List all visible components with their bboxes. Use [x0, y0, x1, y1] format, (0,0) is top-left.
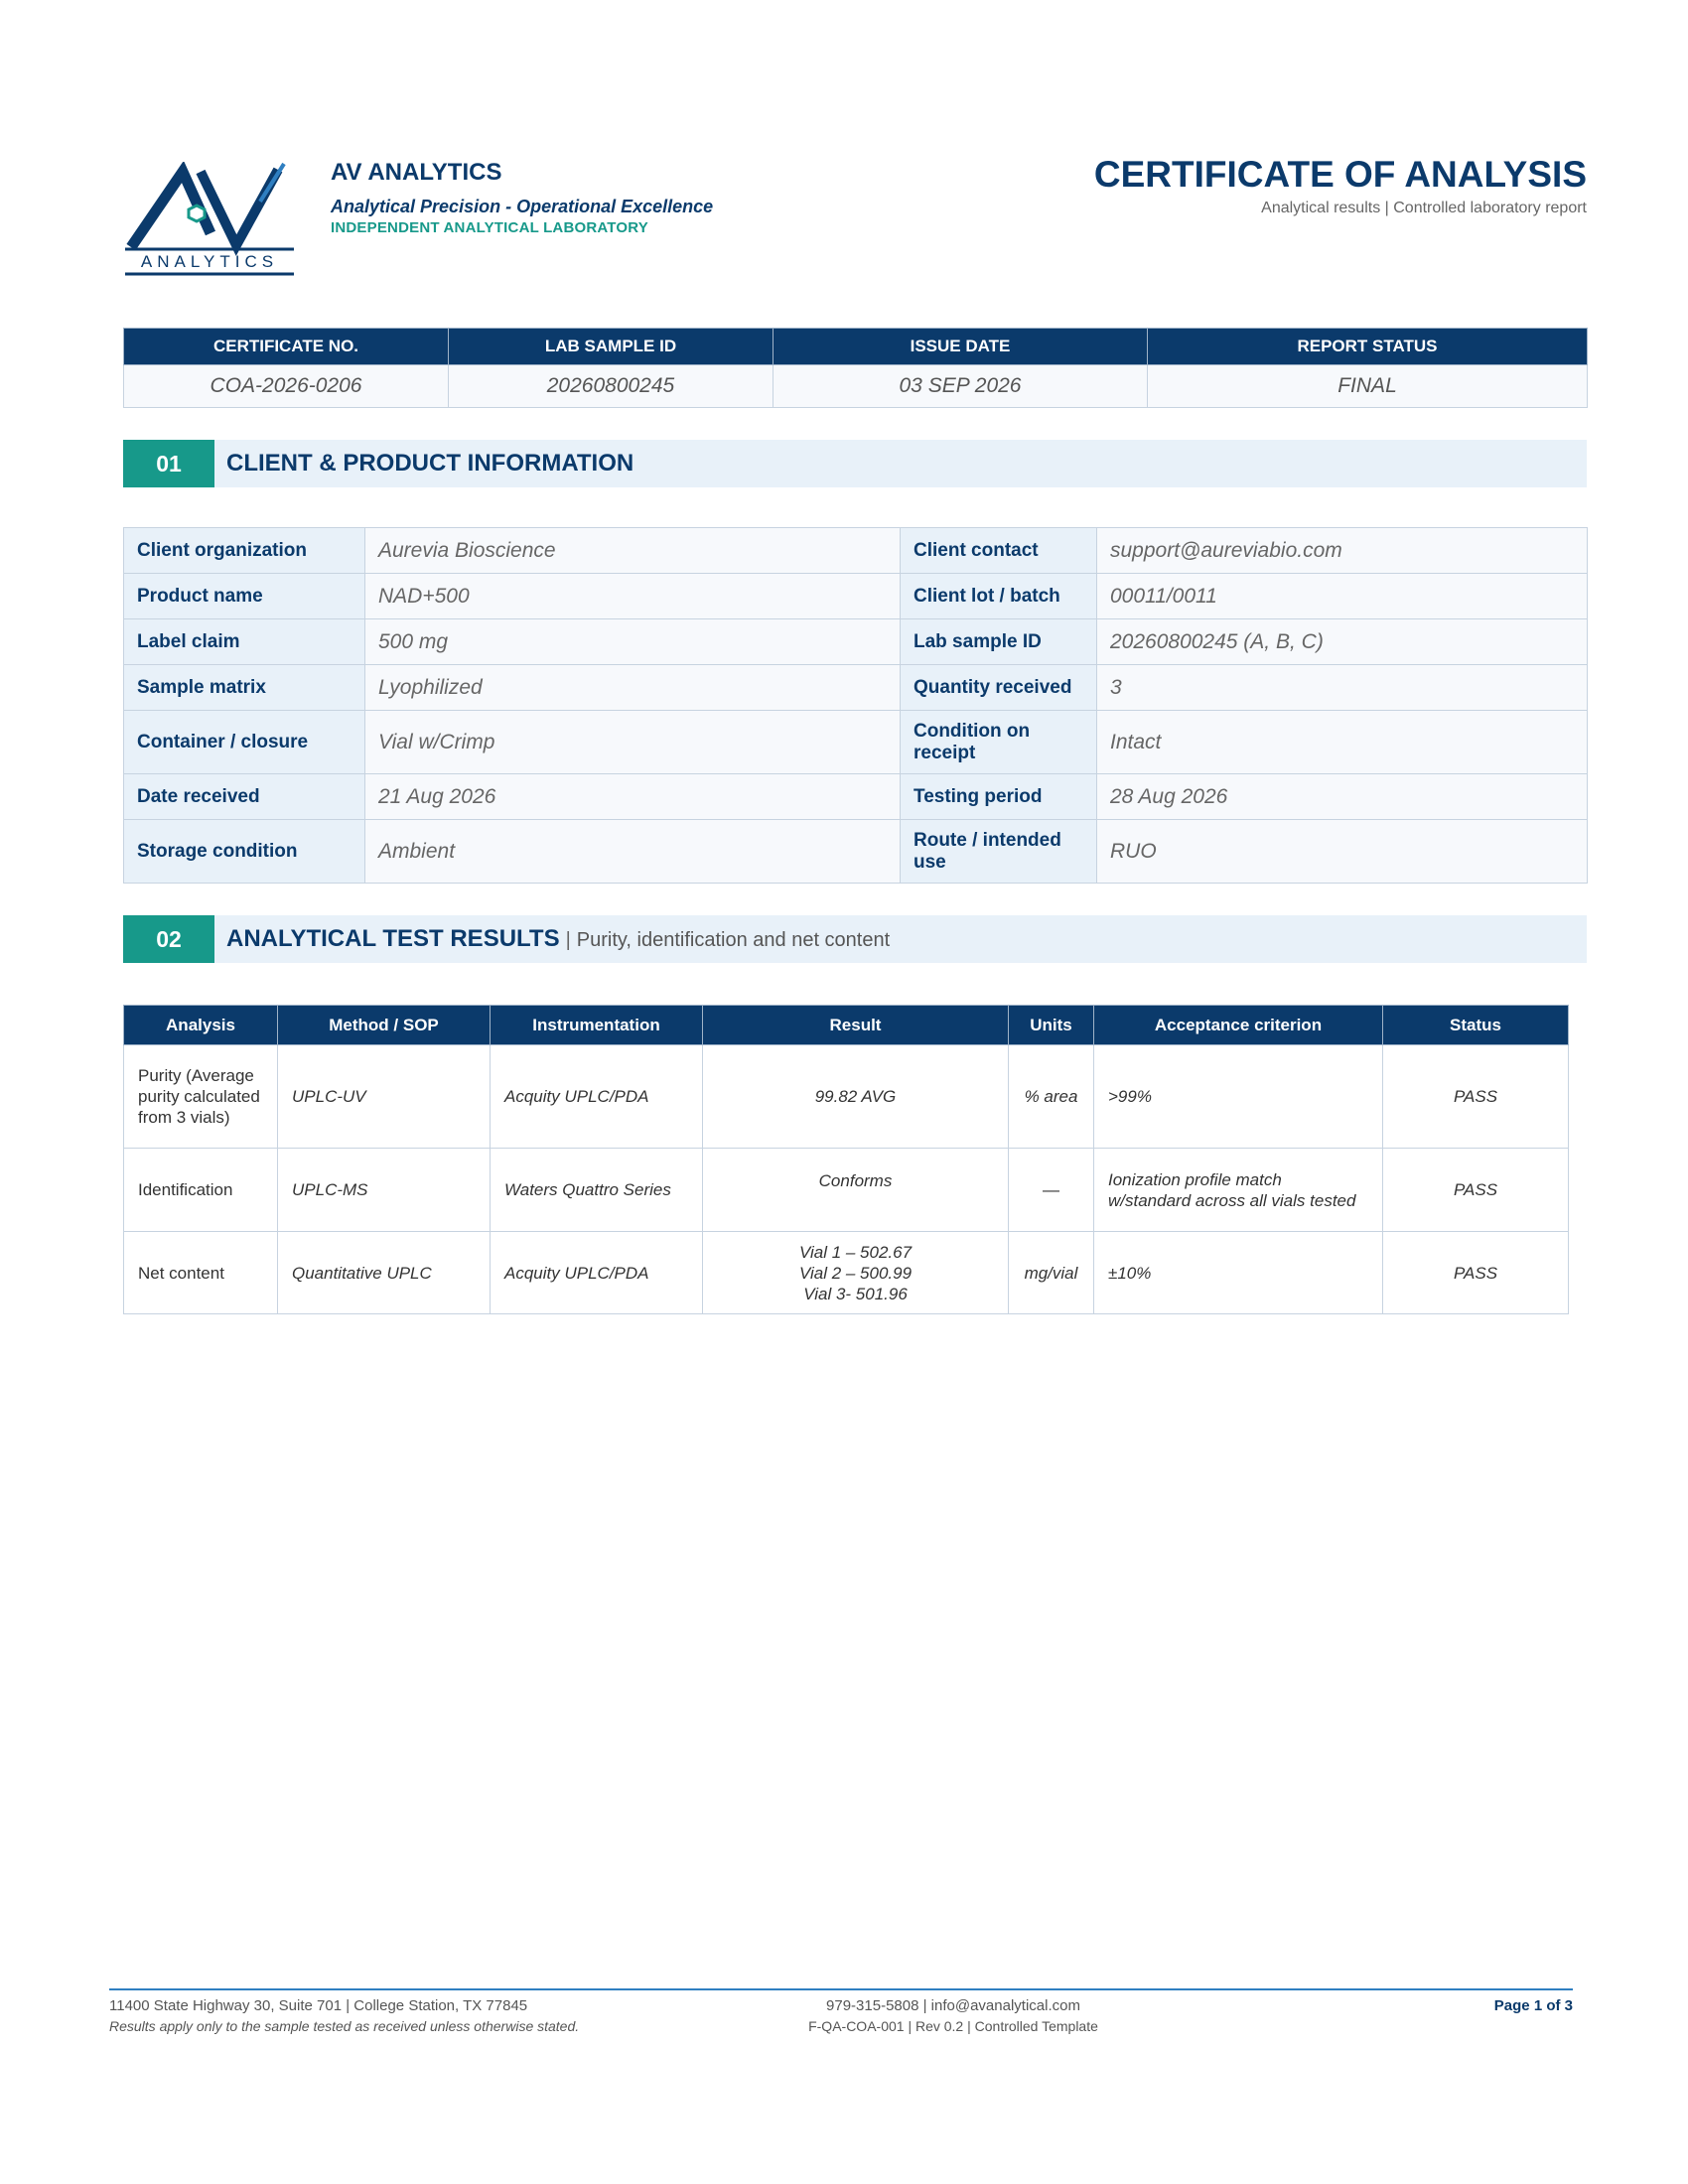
status-cell: PASS [1383, 1045, 1569, 1149]
table-row [124, 1149, 1569, 1232]
summary-header: REPORT STATUS [1148, 329, 1588, 365]
table-row [124, 1232, 1569, 1314]
footer-form-id: F-QA-COA-001 | Rev 0.2 | Controlled Template [808, 2018, 1098, 2034]
info-label: Condition on receipt [901, 711, 1097, 774]
info-label: Client lot / batch [901, 574, 1097, 619]
info-value: Ambient [365, 820, 901, 884]
footer-address: 11400 State Highway 30, Suite 701 | College Station, TX 77845 [109, 1997, 528, 2014]
footer-contact: 979-315-5808 | info@avanalytical.com [826, 1997, 1080, 2014]
lab-sample-id: 20260800245 [449, 365, 774, 408]
section-title-block [226, 915, 890, 964]
summary-header: CERTIFICATE NO. [124, 329, 449, 365]
result-line: Vial 3- 501.96 [803, 1284, 908, 1303]
results-header: Analysis [124, 1006, 278, 1045]
analysis-cell: Purity (Average purity calculated from 3 vials) [124, 1045, 278, 1149]
info-label: Client contact [901, 528, 1097, 574]
info-row [124, 820, 1588, 884]
analysis-cell: Net content [124, 1232, 278, 1314]
issue-date: 03 SEP 2026 [774, 365, 1148, 408]
info-row [124, 774, 1588, 820]
info-row [124, 619, 1588, 665]
instrument-cell: Acquity UPLC/PDA [491, 1232, 703, 1314]
page-number: Page 1 of 3 [1493, 1997, 1573, 2014]
info-value: Intact [1097, 711, 1588, 774]
results-header: Units [1009, 1006, 1094, 1045]
info-value: 00011/0011 [1097, 574, 1588, 619]
instrument-cell: Waters Quattro Series [491, 1149, 703, 1232]
info-value: 21 Aug 2026 [365, 774, 901, 820]
info-label: Label claim [124, 619, 365, 665]
criterion-cell: >99% [1094, 1045, 1383, 1149]
document-subtitle: Analytical results | Controlled laboratory report [1261, 200, 1587, 216]
criterion-cell: Ionization profile match w/standard across all vials tested [1094, 1149, 1383, 1232]
info-value: support@aureviabio.com [1097, 528, 1588, 574]
units-cell: % area [1009, 1045, 1094, 1149]
info-label: Quantity received [901, 665, 1097, 711]
result-cell [703, 1232, 1009, 1314]
result-cell [703, 1149, 1009, 1232]
section-title: CLIENT & PRODUCT INFORMATION [226, 450, 634, 477]
results-header: Result [703, 1006, 1009, 1045]
svg-text:ANALYTICS: ANALYTICS [140, 252, 279, 271]
info-row [124, 574, 1588, 619]
company-block [331, 159, 713, 236]
result-line: Vial 2 – 500.99 [798, 1263, 913, 1283]
document-title: CERTIFICATE OF ANALYSIS [1093, 154, 1587, 195]
section-number: 02 [123, 915, 214, 963]
info-label: Testing period [901, 774, 1097, 820]
section-number: 01 [123, 440, 214, 487]
info-value: 28 Aug 2026 [1097, 774, 1588, 820]
info-label: Storage condition [124, 820, 365, 884]
report-status: FINAL [1148, 365, 1588, 408]
info-value: Aurevia Bioscience [365, 528, 901, 574]
method-cell: UPLC-MS [278, 1149, 491, 1232]
av-analytics-logo [121, 162, 298, 279]
criterion-cell: ±10% [1094, 1232, 1383, 1314]
info-label: Client organization [124, 528, 365, 574]
info-label: Sample matrix [124, 665, 365, 711]
results-header: Acceptance criterion [1094, 1006, 1383, 1045]
client-product-table [123, 527, 1588, 884]
info-value: 20260800245 (A, B, C) [1097, 619, 1588, 665]
info-row [124, 665, 1588, 711]
summary-header: LAB SAMPLE ID [449, 329, 774, 365]
status-cell: PASS [1383, 1232, 1569, 1314]
summary-header: ISSUE DATE [774, 329, 1148, 365]
info-row [124, 528, 1588, 574]
result-line: Vial 1 – 502.67 [798, 1242, 913, 1262]
section-subtitle: Purity, identification and net content [576, 929, 891, 951]
section-title: ANALYTICAL TEST RESULTS [226, 925, 560, 952]
footer-divider [109, 1988, 1573, 1990]
info-value: 500 mg [365, 619, 901, 665]
results-header: Method / SOP [278, 1006, 491, 1045]
units-cell: mg/vial [1009, 1232, 1094, 1314]
units-cell: — [1009, 1149, 1094, 1232]
method-cell: Quantitative UPLC [278, 1232, 491, 1314]
results-header: Instrumentation [491, 1006, 703, 1045]
info-value: Vial w/Crimp [365, 711, 901, 774]
info-label: Container / closure [124, 711, 365, 774]
result-text: Conforms [818, 1171, 893, 1190]
analysis-cell: Identification [124, 1149, 278, 1232]
footer-disclaimer: Results apply only to the sample tested as received unless otherwise stated. [109, 2018, 580, 2034]
document-title-block [1094, 154, 1587, 217]
info-value: NAD+500 [365, 574, 901, 619]
certificate-number: COA-2026-0206 [124, 365, 449, 408]
section-banner-test-results [123, 915, 1587, 963]
company-tagline: Analytical Precision - Operational Excellence [331, 197, 714, 216]
method-cell: UPLC-UV [278, 1045, 491, 1149]
info-label: Lab sample ID [901, 619, 1097, 665]
info-label: Product name [124, 574, 365, 619]
info-row [124, 711, 1588, 774]
company-name: AV ANALYTICS [331, 159, 502, 186]
status-cell: PASS [1383, 1149, 1569, 1232]
summary-table [123, 328, 1588, 408]
section-banner-client-product [123, 440, 1587, 487]
info-label: Route / intended use [901, 820, 1097, 884]
instrument-cell: Acquity UPLC/PDA [491, 1045, 703, 1149]
info-label: Date received [124, 774, 365, 820]
results-header: Status [1383, 1006, 1569, 1045]
table-row [124, 1045, 1569, 1149]
result-cell: 99.82 AVG [703, 1045, 1009, 1149]
test-results-table [123, 1005, 1569, 1314]
info-value: 3 [1097, 665, 1588, 711]
info-value: RUO [1097, 820, 1588, 884]
info-value: Lyophilized [365, 665, 901, 711]
title-separator: | [565, 929, 571, 951]
lab-type: INDEPENDENT ANALYTICAL LABORATORY [331, 219, 648, 236]
